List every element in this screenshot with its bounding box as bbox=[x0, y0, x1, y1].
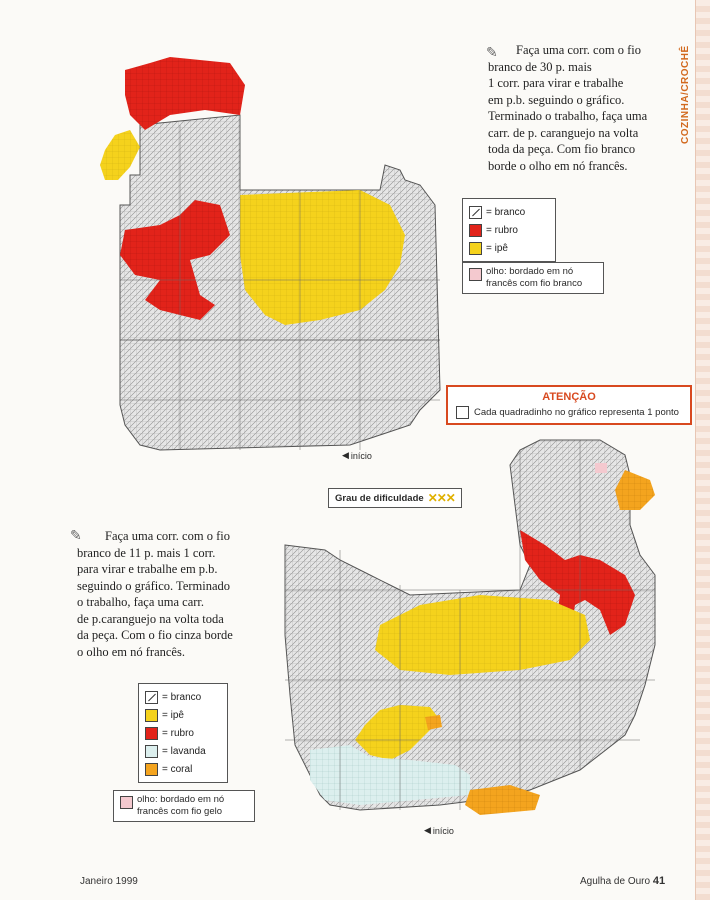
needle-icon: ✎ bbox=[486, 46, 498, 61]
page-spine-border bbox=[695, 0, 710, 900]
swatch-eye bbox=[120, 796, 133, 809]
legend-label: = lavanda bbox=[162, 745, 206, 757]
swatch-coral bbox=[145, 763, 158, 776]
rooster-chart bbox=[100, 55, 445, 460]
legend-label: = ipê bbox=[486, 242, 508, 254]
hen-eye-note bbox=[113, 790, 255, 822]
footer-date: Janeiro 1999 bbox=[80, 876, 138, 887]
hen-chart bbox=[280, 435, 660, 830]
arrow-left-icon: ◀ bbox=[342, 450, 349, 460]
rooster-legend bbox=[462, 198, 556, 262]
grid-square-icon bbox=[456, 406, 469, 419]
rooster-instructions: Faça uma corr. com o fio branco de 30 p. mais 1 corr. para virar e trabalhe em p.b. seguindo o gráfico. Terminado o trabalho, faça uma carr. de p. caranguejo na volta toda da peça. Com fio branco borde o olho em nó francês. bbox=[488, 43, 648, 173]
legend-item-lavanda bbox=[145, 742, 221, 760]
legend-label: = ipê bbox=[162, 709, 184, 721]
swatch-branco bbox=[469, 206, 482, 219]
legend-item-branco bbox=[469, 203, 549, 221]
hen-legend bbox=[138, 683, 228, 783]
legend-item-rubro bbox=[145, 724, 221, 742]
legend-label: = coral bbox=[162, 763, 193, 775]
page-number: 41 bbox=[652, 875, 666, 887]
needle-icon: ✎ bbox=[70, 529, 82, 544]
legend-item-ipe bbox=[145, 706, 221, 724]
legend-item-rubro bbox=[469, 221, 549, 239]
hen-note-text: olho: bordado em nó francês com fio gelo bbox=[137, 794, 225, 817]
footer-magazine-title: Agulha de Ouro bbox=[580, 876, 651, 887]
legend-label: = rubro bbox=[162, 727, 194, 739]
hen-start-text: início bbox=[432, 825, 454, 836]
difficulty-label: Grau de dificuldade bbox=[335, 492, 424, 504]
swatch-lavanda bbox=[145, 745, 158, 758]
rooster-beak bbox=[100, 130, 140, 180]
legend-item-coral bbox=[145, 760, 221, 778]
hen-start-label bbox=[424, 825, 454, 836]
section-label: COZINHA/CROCHÊ bbox=[680, 45, 691, 145]
swatch-rubro bbox=[145, 727, 158, 740]
legend-item-branco bbox=[145, 688, 221, 706]
attention-text: Cada quadradinho no gráfico representa 1 ponto bbox=[474, 407, 679, 418]
swatch-eye bbox=[469, 268, 482, 281]
footer-publication bbox=[580, 875, 665, 887]
legend-label: = branco bbox=[486, 206, 526, 218]
attention-box bbox=[446, 385, 692, 425]
rooster-start-text: início bbox=[350, 450, 372, 461]
arrow-left-icon: ◀ bbox=[424, 825, 431, 835]
legend-label: = branco bbox=[162, 691, 202, 703]
swatch-rubro bbox=[469, 224, 482, 237]
rooster-note-text: olho: bordado em nó francês com fio branco bbox=[486, 266, 583, 289]
rooster-eye-note bbox=[462, 262, 604, 294]
attention-title: ATENÇÃO bbox=[542, 391, 596, 403]
legend-item-ipe bbox=[469, 239, 549, 257]
legend-label: = rubro bbox=[486, 224, 518, 236]
attention-body bbox=[456, 406, 682, 419]
swatch-branco bbox=[145, 691, 158, 704]
hen-eye bbox=[595, 463, 607, 473]
difficulty-marks: ✕✕✕ bbox=[427, 491, 455, 505]
hen-instructions: Faça uma corr. com o fio branco de 11 p. mais 1 corr. para virar e trabalhe em p.b. seguindo o gráfico. Terminado o trabalho, faça uma carr. de p.caranguejo na volta toda da peça. Com o fio cinza borde o olho em nó francês. bbox=[77, 529, 233, 659]
swatch-ipe bbox=[469, 242, 482, 255]
swatch-ipe bbox=[145, 709, 158, 722]
